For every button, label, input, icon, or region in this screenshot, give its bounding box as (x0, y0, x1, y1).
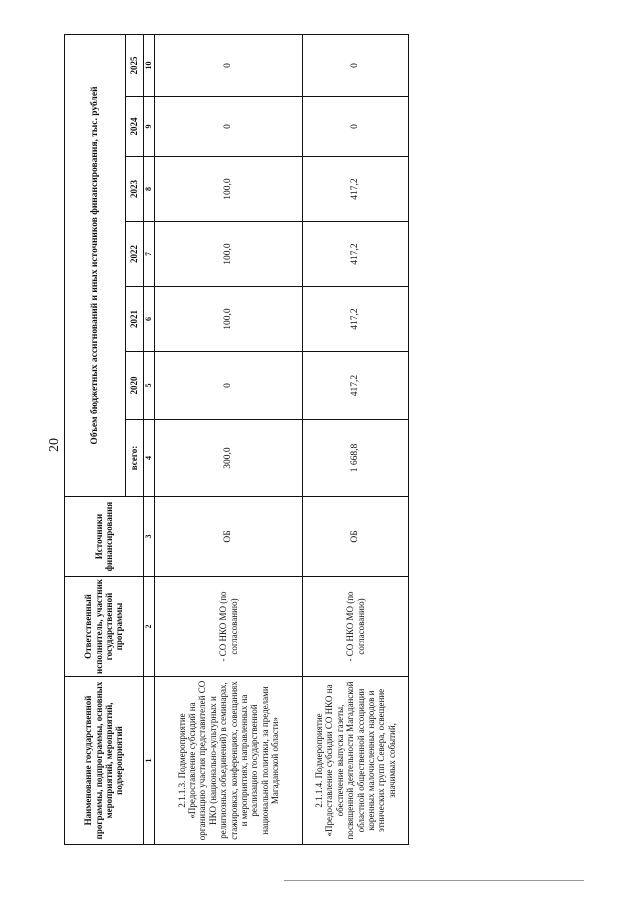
row-value: 100,0 (155, 222, 303, 287)
column-number: 1 (144, 677, 155, 845)
header-year: 2023 (126, 157, 144, 222)
column-number: 6 (144, 287, 155, 352)
header-year: 2020 (126, 352, 144, 420)
row-name: 2.1.1.4. Подмероприятие «Предоставление субсидии СО НКО на обеспечение выпуска газеты, посвященной деятельности Магаданской областной общественной ассоциации коренных малочисленных народов и этнических групп Севера, освещение значимых событий, (303, 677, 409, 845)
table-row (155, 34, 303, 844)
column-number: 2 (144, 577, 155, 677)
row-value: 100,0 (155, 287, 303, 352)
row-value: 0 (155, 34, 303, 96)
row-value: 300,0 (155, 420, 303, 497)
row-value: 100,0 (155, 157, 303, 222)
row-value: 0 (303, 34, 409, 96)
column-number: 9 (144, 97, 155, 157)
row-executor: - СО НКО МО (по согласованию) (155, 577, 303, 677)
row-value: 417,2 (303, 157, 409, 222)
rotated-table-container (64, 35, 409, 845)
column-number: 7 (144, 222, 155, 287)
page-number: 20 (47, 438, 62, 452)
header-total: всего: (126, 420, 144, 497)
row-value: 0 (155, 97, 303, 157)
header-year: 2022 (126, 222, 144, 287)
header-executor: Ответственный исполнитель, участник государственной программы (65, 577, 144, 677)
header-year: 2024 (126, 97, 144, 157)
header-year: 2021 (126, 287, 144, 352)
header-name: Наименование государственной программы, подпрограммы, основных мероприятий, мероприятий, подмероприятий (65, 677, 144, 845)
row-value: 417,2 (303, 222, 409, 287)
row-value: 417,2 (303, 352, 409, 420)
column-number: 3 (144, 497, 155, 577)
row-executor: - СО НКО МО (по согласованию) (303, 577, 409, 677)
column-number: 8 (144, 157, 155, 222)
funding-table (64, 34, 409, 845)
column-number: 5 (144, 352, 155, 420)
header-funding: Объем бюджетных ассигнований и иных источников финансирования, тыс. рублей (65, 34, 126, 496)
table-row (303, 34, 409, 844)
row-source: ОБ (303, 497, 409, 577)
header-source: Источники финансирования (65, 497, 144, 577)
column-number: 4 (144, 420, 155, 497)
row-value: 0 (155, 352, 303, 420)
column-number: 10 (144, 34, 155, 96)
row-value: 1 668,8 (303, 420, 409, 497)
row-value: 417,2 (303, 287, 409, 352)
header-year: 2025 (126, 34, 144, 96)
row-source: ОБ (155, 497, 303, 577)
bottom-rule (284, 880, 584, 881)
row-name: 2.1.1.3. Подмероприятие «Предоставление субсидий на организацию участия представителей СО НКО (национально-культурных и религиозных объединений) в семинарах, стажировках, конференциях, совещаниях и мероприятиях, направленных на реализацию государственной национальной политики, за пределами Магаданской области» (155, 677, 303, 845)
row-value: 0 (303, 97, 409, 157)
